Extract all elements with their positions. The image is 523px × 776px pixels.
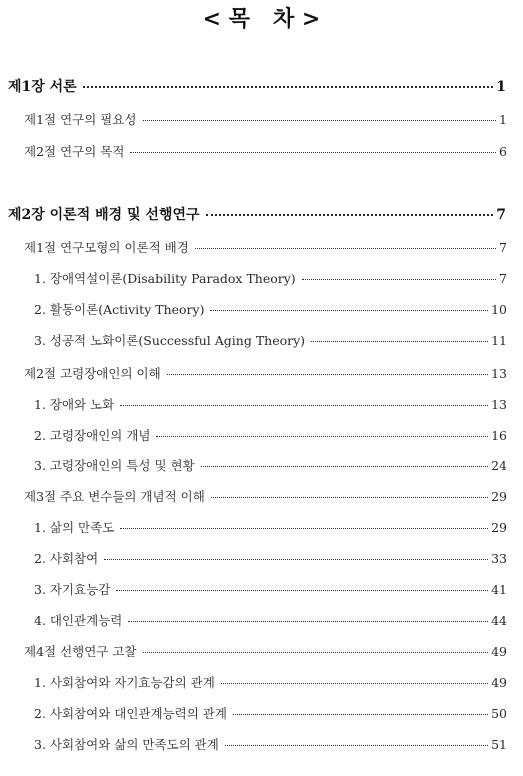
dot-leader: [233, 714, 488, 715]
toc-page-number: 6: [499, 144, 507, 159]
toc-section-2-3[interactable]: [24, 487, 507, 509]
toc-item-2-2-1[interactable]: [34, 395, 507, 417]
toc-page-number: 1: [496, 79, 506, 95]
toc-entry-label: 2. 활동이론(Activity Theory): [34, 302, 205, 317]
toc-entry-label: 제2장 이론적 배경 및 선행연구: [8, 207, 200, 223]
toc-item-2-1-3[interactable]: [34, 331, 507, 353]
toc-item-2-1-2[interactable]: [34, 300, 507, 322]
dot-leader: [83, 86, 494, 88]
dot-leader: [120, 528, 488, 529]
toc-entry-label: 3. 성공적 노화이론(Successful Aging Theory): [34, 333, 306, 348]
toc-item-2-1-1[interactable]: [34, 269, 507, 291]
dot-leader: [130, 152, 496, 153]
toc-page-number: 1: [499, 112, 507, 127]
dot-leader: [167, 374, 488, 375]
toc-item-2-2-2[interactable]: [34, 426, 507, 448]
toc-page-number: 11: [491, 333, 507, 348]
toc-section-1-2[interactable]: [24, 142, 507, 164]
toc-page-number: 29: [491, 520, 507, 535]
dot-leader: [116, 590, 488, 591]
toc-item-2-3-2[interactable]: [34, 549, 507, 571]
dot-leader: [201, 466, 488, 467]
dot-leader: [195, 248, 496, 249]
dot-leader: [156, 436, 488, 437]
toc-page-number: 13: [491, 397, 507, 412]
toc-entry-label: 제2절 연구의 목적: [24, 144, 125, 159]
toc-entry-label: 3. 자기효능감: [34, 582, 111, 597]
toc-page-number: 50: [491, 706, 507, 721]
toc-section-2-4[interactable]: [24, 642, 507, 664]
toc-entry-label: 3. 사회참여와 삶의 만족도의 관계: [34, 737, 219, 752]
toc-page-number: 29: [491, 489, 507, 504]
toc-item-2-2-3[interactable]: [34, 456, 507, 478]
toc-page-number: 44: [491, 613, 507, 628]
dot-leader: [225, 745, 488, 746]
dot-leader: [210, 310, 488, 311]
toc-entry-label: 1. 삶의 만족도: [34, 520, 115, 535]
toc-page-number: 49: [491, 675, 507, 690]
toc-page-number: 13: [491, 366, 507, 381]
toc-chapter-1[interactable]: [8, 76, 506, 98]
dot-leader: [211, 497, 488, 498]
toc-entry-label: 제4절 선행연구 고찰: [24, 644, 137, 659]
toc-entry-label: 1. 사회참여와 자기효능감의 관계: [34, 675, 215, 690]
toc-page-number: 7: [499, 240, 507, 255]
dot-leader: [143, 120, 497, 121]
toc-entry-label: 1. 장애와 노화: [34, 397, 115, 412]
toc-section-1-1[interactable]: [24, 110, 507, 132]
toc-page-number: 24: [491, 458, 507, 473]
toc-section-2-2[interactable]: [24, 364, 507, 386]
toc-entry-label: 4. 대인관계능력: [34, 613, 123, 628]
toc-entry-label: 제3절 주요 변수들의 개념적 이해: [24, 489, 205, 504]
toc-item-2-3-3[interactable]: [34, 580, 507, 602]
toc-entry-label: 2. 고령장애인의 개념: [34, 428, 151, 443]
toc-page-number: 10: [491, 302, 507, 317]
dot-leader: [206, 214, 494, 216]
toc-entry-label: 1. 장애역설이론(Disability Paradox Theory): [34, 271, 296, 286]
dot-leader: [302, 279, 496, 280]
toc-item-2-4-2[interactable]: [34, 704, 507, 726]
toc-entry-label: 2. 사회참여와 대인관계능력의 관계: [34, 706, 227, 721]
toc-page-number: 51: [491, 737, 507, 752]
toc-page-number: 41: [491, 582, 507, 597]
toc-entry-label: 제1절 연구의 필요성: [24, 112, 137, 127]
toc-page-number: 7: [499, 271, 507, 286]
toc-entry-label: 제2절 고령장애인의 이해: [24, 366, 161, 381]
dot-leader: [143, 652, 489, 653]
toc-title: < 목 차 >: [202, 6, 321, 32]
dot-leader: [104, 559, 488, 560]
toc-item-2-4-1[interactable]: [34, 673, 507, 695]
toc-page-number: 49: [491, 644, 507, 659]
toc-entry-label: 제1장 서론: [8, 79, 77, 95]
dot-leader: [221, 683, 488, 684]
toc-item-2-4-3[interactable]: [34, 735, 507, 757]
dot-leader: [120, 405, 488, 406]
toc-entry-label: 3. 고령장애인의 특성 및 현황: [34, 458, 195, 473]
toc-section-2-1[interactable]: [24, 238, 507, 260]
dot-leader: [311, 341, 488, 342]
toc-entry-label: 제1절 연구모형의 이론적 배경: [24, 240, 189, 255]
dot-leader: [128, 621, 488, 622]
toc-page-number: 7: [496, 207, 506, 223]
toc-chapter-2[interactable]: [8, 204, 506, 226]
toc-item-2-3-1[interactable]: [34, 518, 507, 540]
toc-entry-label: 2. 사회참여: [34, 551, 99, 566]
toc-page-number: 33: [491, 551, 507, 566]
toc-page-number: 16: [491, 428, 507, 443]
toc-item-2-3-4[interactable]: [34, 611, 507, 633]
